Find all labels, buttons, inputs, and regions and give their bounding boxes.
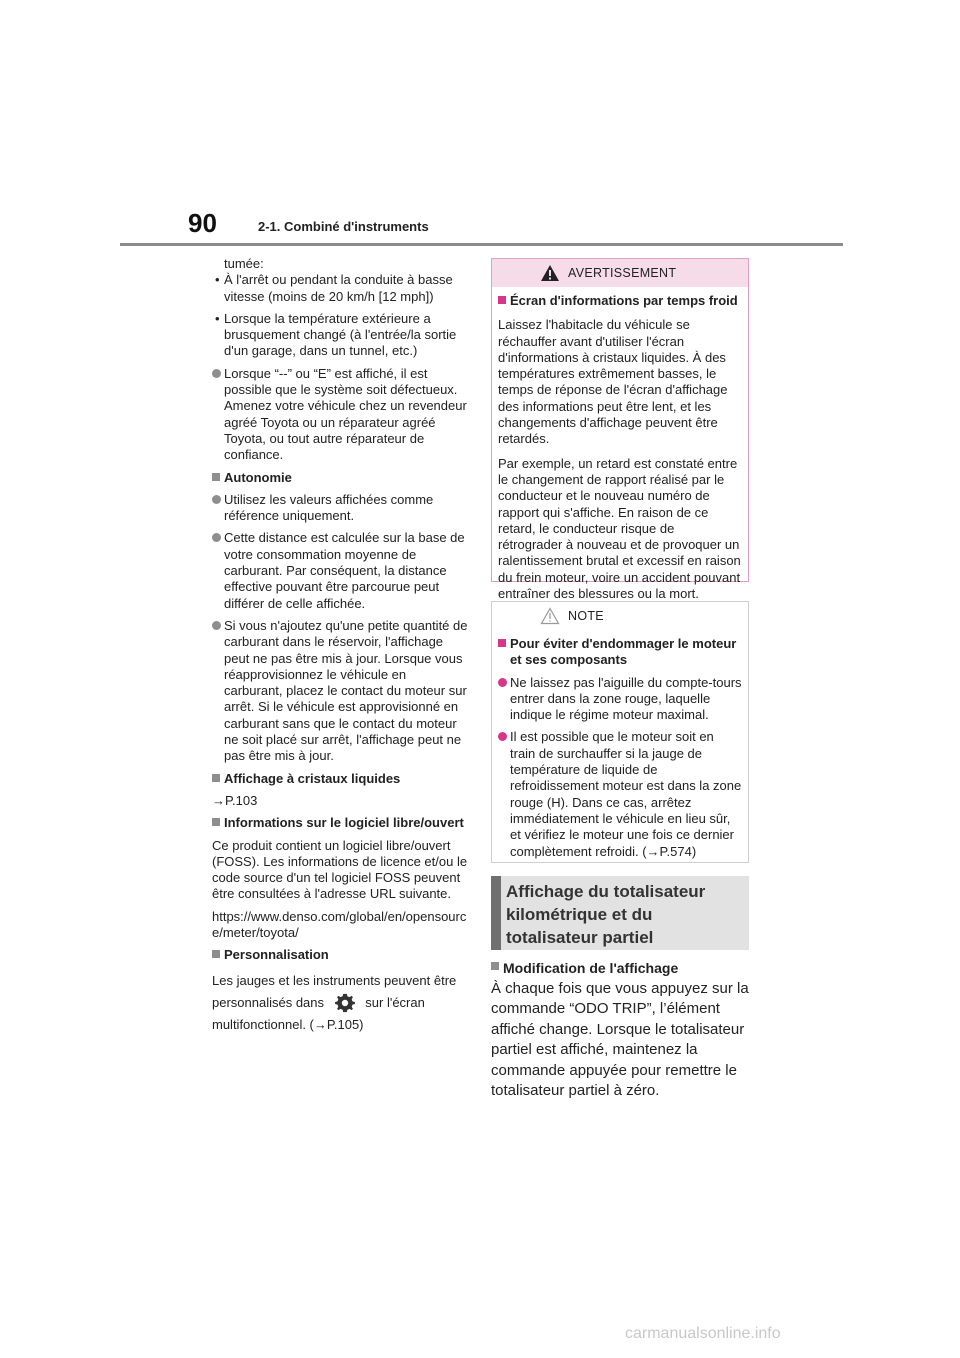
page-reference: →P.103: [212, 792, 258, 808]
personnalisation-text: Les jauges et les instruments peuvent être personnalisés dans sur l'écran multifonctionnel. (→P.105): [212, 972, 457, 1033]
bullet-dot-icon: [212, 369, 221, 378]
list-item: Si vous n'ajoutez qu'une petite quantité de carburant dans le réservoir, l'affichage peut ne pas être mis à jour. Lorsque vous réapprovisionnez le véhicule en carburant, placez le contact du moteur sur arrêt. Si le véhicule est approvisionné en carburant sans que le contact du moteur ne soit placé sur arrêt, l'affichage peut ne pas être mis à jour.: [212, 618, 468, 765]
note-box: [491, 601, 749, 863]
warning-paragraph: Par exemple, un retard est constaté entre le changement de rapport réalisé par le conducteur et le nouveau numéro de rapport qui s'affiche. En raison de ce retard, le conducteur risque de rétrograder à nouveau et de provoquer un ralentissement brutal et excessif en raison du frein moteur, voire un accident pouvant entraîner des blessures ou la mort.: [498, 455, 741, 602]
bullet-dot-icon: [212, 495, 221, 504]
list-item: Il est possible que le moteur soit en train de surchauffer si la jauge de température de liquide de refroidissement moteur est dans la zone rouge (H). Dans ce cas, arrêtez immédiatement le véhicule en lieu sûr, et vérifiez le moteur une fois ce dernier complètement refroidi. (→P.574): [498, 729, 742, 859]
square-bullet-icon: [498, 296, 506, 304]
list-item: Lorsque “--” ou “E” est affiché, il est possible que le système soit défectueux. Amenez votre véhicule chez un revendeur agréé Toyota ou un réparateur agréé Toyota, ou tout autre réparateur de confiance.: [212, 366, 468, 464]
gear-icon: [334, 992, 356, 1014]
note-header: [492, 602, 748, 630]
list-item: Cette distance est calculée sur la base de votre consommation moyenne de carburant. Par conséquent, la distance effective pouvant être parcourue peut différer de celle affichée.: [212, 530, 468, 611]
bullet-dot-icon: [212, 533, 221, 542]
warning-header: [492, 259, 748, 287]
modification-section: [491, 958, 753, 1102]
heading-accent-bar: [491, 876, 501, 950]
section-heading-text: Affichage du totalisateur kilométrique et du totalisateur partiel: [506, 882, 706, 947]
subheading-modification: Modification de l'affichage: [491, 958, 753, 979]
left-column: [212, 256, 468, 1042]
page-number: 90: [188, 208, 217, 238]
modification-text: À chaque fois que vous appuyez sur la commande “ODO TRIP”, l’élément affiché change. Lorsque le totalisateur partiel est affiché, maintenez la commande appuyée pour remettre le totalisateur partiel à zéro.: [491, 979, 749, 1099]
foss-url: https://www.denso.com/global/en/opensource/meter/toyota/: [212, 908, 467, 940]
page-header: [0, 0, 960, 250]
warning-title: Écran d'informations par temps froid: [498, 293, 742, 309]
subheading-lcd: Affichage à cristaux liquides: [212, 771, 468, 787]
note-title: Pour éviter d'endommager le moteur et ses composants: [498, 636, 742, 669]
square-bullet-icon: [212, 774, 220, 782]
continued-text: tumée:: [224, 256, 264, 271]
bullet-mark: •: [215, 272, 220, 288]
warning-box: [491, 258, 749, 602]
list-item: Ne laissez pas l'aiguille du compte-tours entrer dans la zone rouge, laquelle indique le régime moteur maximal.: [498, 675, 742, 724]
square-bullet-icon: [212, 950, 220, 958]
subheading-autonomie: Autonomie: [212, 470, 468, 486]
sub-bullet: • Lorsque la température extérieure a brusquement changé (à l'entrée/la sortie d'un garage, dans un tunnel, etc.): [215, 310, 457, 359]
section-heading: [491, 876, 749, 950]
bullet-dot-icon: [498, 678, 507, 687]
subheading-personnalisation: Personnalisation: [212, 947, 468, 963]
warning-label: AVERTISSEMENT: [568, 266, 677, 280]
header-divider: [120, 243, 843, 246]
square-bullet-icon: [491, 962, 499, 970]
foss-text: Ce produit contient un logiciel libre/ouvert (FOSS). Les informations de licence et/ou le code source d'un tel logiciel FOSS peuvent être consultées à l'adresse URL suivante.: [212, 837, 468, 902]
square-bullet-icon: [212, 818, 220, 826]
list-item: Utilisez les valeurs affichées comme référence uniquement.: [212, 492, 468, 525]
subheading-foss: Informations sur le logiciel libre/ouvert: [212, 815, 468, 831]
square-bullet-icon: [498, 639, 506, 647]
sub-bullet: • À l'arrêt ou pendant la conduite à basse vitesse (moins de 20 km/h [12 mph]): [215, 272, 453, 304]
bullet-dot-icon: [212, 621, 221, 630]
footer-watermark: carmanualsonline.info: [625, 1325, 781, 1342]
caution-triangle-icon: [540, 607, 560, 625]
section-title: 2-1. Combiné d'instruments: [258, 219, 429, 234]
bullet-dot-icon: [498, 732, 507, 741]
warning-triangle-icon: [540, 264, 560, 282]
note-label: NOTE: [568, 609, 604, 623]
square-bullet-icon: [212, 473, 220, 481]
warning-paragraph: Laissez l'habitacle du véhicule se réchauffer avant d'utiliser l'écran d'informations à cristaux liquides. À des températures extrêmement basses, le temps de réponse de l'écran d'affichage des informations peut être lent, et les changements d'affichage peuvent être retardés.: [498, 317, 728, 447]
bullet-mark: •: [215, 310, 220, 326]
